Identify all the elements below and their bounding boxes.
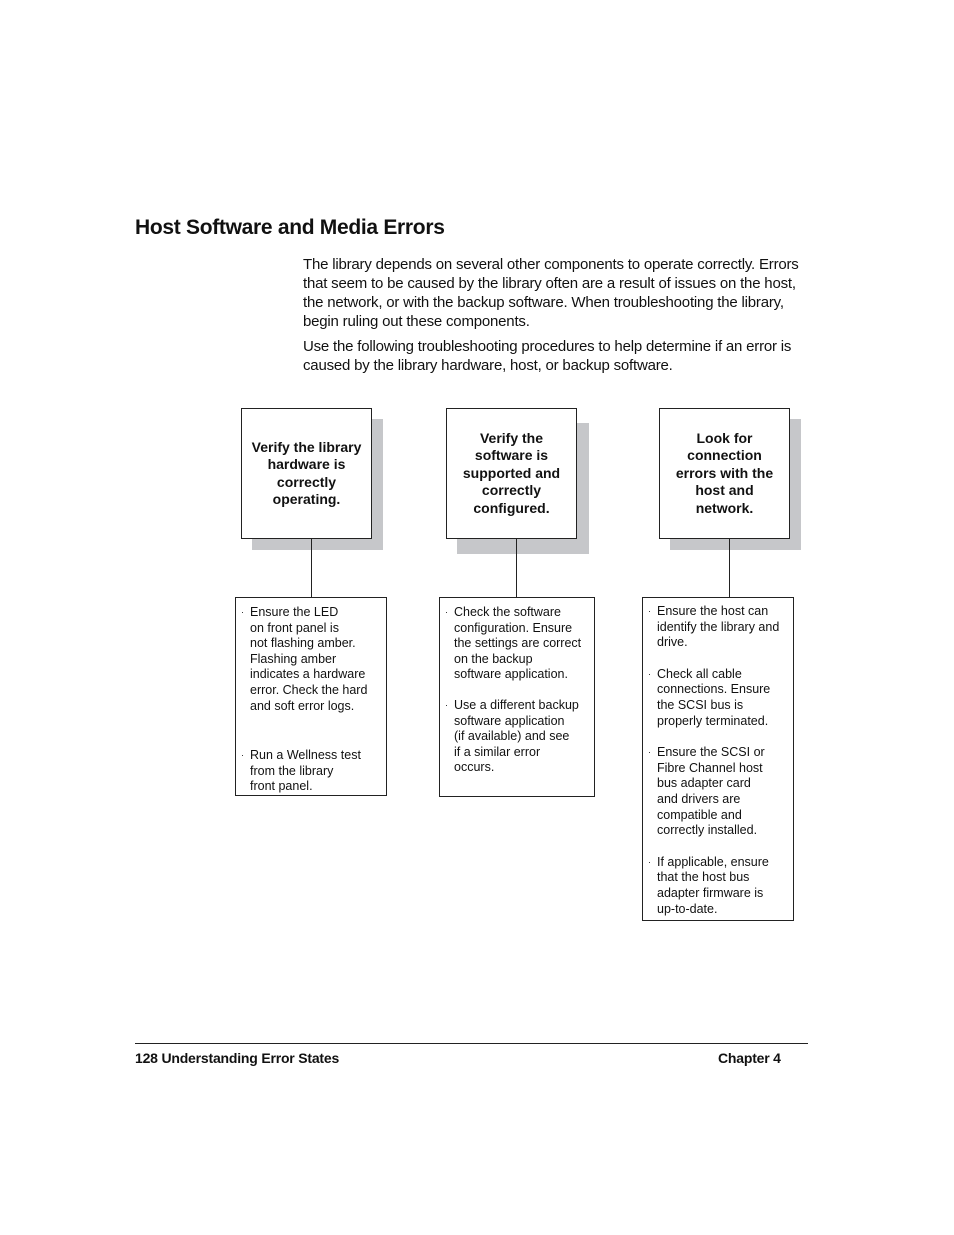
checklist-item-line: connections. Ensure xyxy=(657,682,771,697)
step-title-line: Verify the library xyxy=(251,438,362,455)
step-title-line: network. xyxy=(695,499,754,516)
checklist-item-line: Run a Wellness test xyxy=(250,748,361,763)
bullet-icon: · xyxy=(648,747,651,758)
checklist-item xyxy=(236,748,386,795)
checklist-item-line: error. Check the hard xyxy=(250,682,368,697)
bullet-icon: · xyxy=(241,750,244,761)
checklist-item-line: Check the software xyxy=(454,605,561,619)
checklist-item-line: occurs. xyxy=(454,760,495,775)
bullet-icon: · xyxy=(648,606,651,616)
checklist-item-line: software application. xyxy=(454,667,568,682)
step-title-line: supported and xyxy=(462,464,561,481)
checklist-item-line: Use a different backup xyxy=(454,697,579,712)
footer-chapter: Chapter 4 xyxy=(718,1050,781,1066)
checklist-item-line: bus adapter card xyxy=(657,776,751,791)
footer-rule xyxy=(135,1043,808,1044)
bullet-icon: · xyxy=(648,856,651,867)
connector-line xyxy=(311,539,312,597)
checklist-item-line: correctly installed. xyxy=(657,823,758,838)
step-3-box xyxy=(659,408,790,539)
checklist-item-line: the SCSI bus is xyxy=(657,697,744,712)
checklist-item-line: up-to-date. xyxy=(657,901,718,916)
bullet-icon: · xyxy=(648,668,651,679)
checklist-item xyxy=(643,745,793,839)
checklist-item-line: and drivers are xyxy=(657,791,741,806)
step-title-line: configured. xyxy=(473,499,550,516)
checklist-item-line: the settings are correct xyxy=(454,636,582,651)
step-title-line: hardware is xyxy=(267,456,346,472)
intro-paragraph: The library depends on several other components to operate correctly. Errors that seem to be caused by the library often are a result of issues on the host, the network, or with the backup software. When troubleshooting the library, begin ruling out these components. xyxy=(303,256,799,330)
bullet-icon: · xyxy=(241,607,244,617)
step-title xyxy=(252,439,362,509)
bullet-icon: · xyxy=(445,699,448,710)
footer-page-chapter-title: 128 Understanding Error States xyxy=(135,1050,340,1066)
step-title-line: errors with the xyxy=(675,464,774,481)
checklist-item-line: identify the library and xyxy=(657,619,780,634)
checklist-item-line: on front panel is xyxy=(250,620,339,635)
checklist-item-line: front panel. xyxy=(250,779,313,794)
connector-line xyxy=(729,539,730,597)
step-title-line: Look for xyxy=(696,429,753,446)
checklist-item xyxy=(643,667,793,729)
checklist-item xyxy=(440,605,594,683)
checklist-item-line: and soft error logs. xyxy=(250,698,355,713)
checklist-item-line: properly terminated. xyxy=(657,713,769,728)
checklist-item-line: software application xyxy=(454,713,565,728)
step-3-checklist xyxy=(642,597,794,921)
step-title-line: Verify the xyxy=(479,429,543,446)
checklist-item-line: configuration. Ensure xyxy=(454,620,573,635)
checklist-item-line: Ensure the LED xyxy=(250,605,339,619)
bullet-icon: · xyxy=(445,607,448,617)
checklist-item-line: (if available) and see xyxy=(454,729,570,744)
connector-line xyxy=(516,539,517,597)
checklist-item-line: not flashing amber. xyxy=(250,636,356,651)
checklist-item xyxy=(440,698,594,776)
step-title-line: software is xyxy=(474,447,549,464)
checklist-item-line: indicates a hardware xyxy=(250,667,366,682)
step-1-box xyxy=(241,408,372,539)
procedure-paragraph: Use the following troubleshooting procedures to help determine if an error is caused by the library hardware, host, or backup software. xyxy=(303,338,792,374)
checklist-item-line: drive. xyxy=(657,635,688,650)
step-title-line: correctly xyxy=(276,473,337,490)
step-title-line: correctly xyxy=(481,482,542,499)
step-title xyxy=(676,430,773,518)
checklist-item-line: Ensure the SCSI or xyxy=(657,745,765,760)
checklist-item-line: If applicable, ensure xyxy=(657,854,769,869)
step-title xyxy=(463,430,560,518)
checklist-item-line: on the backup xyxy=(454,651,533,666)
checklist-item-line: Ensure the host can xyxy=(657,604,769,618)
step-title-line: connection xyxy=(687,447,762,464)
checklist-item xyxy=(643,604,793,651)
checklist-item xyxy=(236,605,386,714)
checklist-item-line: that the host bus xyxy=(657,870,750,885)
checklist-item-line: Check all cable xyxy=(657,666,742,681)
step-title-line: operating. xyxy=(272,491,341,507)
checklist-item-line: Fibre Channel host xyxy=(657,760,763,775)
checklist-item xyxy=(643,855,793,917)
checklist-item-line: compatible and xyxy=(657,807,742,822)
step-2-checklist xyxy=(439,597,595,797)
step-title-line: host and xyxy=(695,482,754,499)
step-1-checklist xyxy=(235,597,387,796)
checklist-item-line: adapter firmware is xyxy=(657,885,764,900)
page-heading: Host Software and Media Errors xyxy=(135,216,445,239)
checklist-item-line: from the library xyxy=(250,763,334,778)
checklist-item-line: if a similar error xyxy=(454,744,541,759)
checklist-item-line: Flashing amber xyxy=(250,651,337,666)
step-2-box xyxy=(446,408,577,539)
